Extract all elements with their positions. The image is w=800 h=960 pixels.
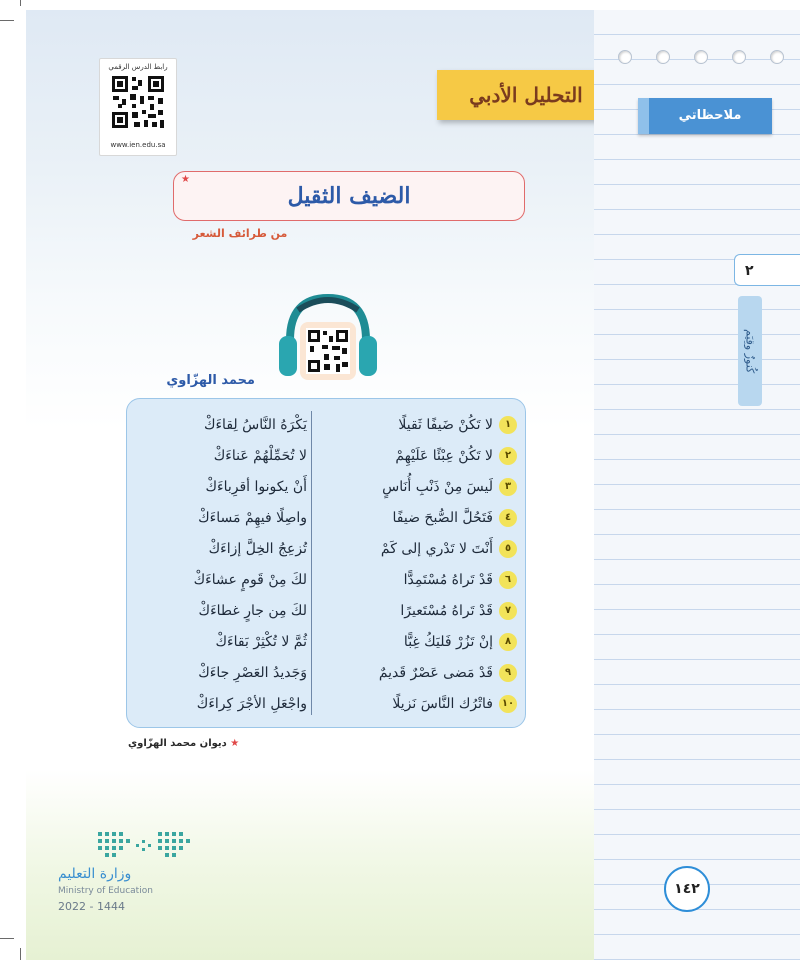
binder-ring <box>618 50 632 64</box>
verse-first-hemistich: قَدْ مَضى عَصْرٌ قَديمٌ <box>378 665 493 681</box>
ministry-logo-icon <box>96 828 192 862</box>
my-notes-label: ملاحظاتي <box>678 108 742 123</box>
verse-number: ٤ <box>499 509 517 527</box>
star-icon: ★ <box>181 174 190 185</box>
verse-number: ٩ <box>499 664 517 682</box>
verse-second-hemistich: ثُمَّ لا تُكْثِرْ بَقاءَكْ <box>215 634 307 650</box>
source-text: ديوان محمد الهزّاوي <box>128 738 227 749</box>
section-heading: التحليل الأدبي <box>437 70 615 120</box>
crop-mark <box>0 20 14 21</box>
lesson-subtitle: من طرائف الشعر <box>192 227 288 240</box>
edition-year: 2022 - 1444 <box>58 900 125 913</box>
verse-second-hemistich: لا تُحَمِّلْهُمْ عَناءَكْ <box>213 448 307 464</box>
verse-first-hemistich: أَنْتَ لا تَدْري إلى كَمْ <box>380 541 493 557</box>
verse-number: ٨ <box>499 633 517 651</box>
notes-column <box>594 10 800 960</box>
ministry-name-arabic: وزارة التعليم <box>58 866 132 882</box>
verse-number: ٣ <box>499 478 517 496</box>
qr-url[interactable]: www.ien.edu.sa <box>110 141 166 149</box>
verse-first-hemistich: لا تَكُنْ ضَيفًا ثَقيلًا <box>398 417 493 433</box>
binder-ring <box>694 50 708 64</box>
verse-number: ٧ <box>499 602 517 620</box>
verse-number: ١٠ <box>499 695 517 713</box>
ministry-name-english: Ministry of Education <box>58 886 153 896</box>
crop-mark <box>0 938 14 939</box>
unit-title-tab <box>738 296 762 406</box>
headphones-icon[interactable] <box>276 288 380 388</box>
verse-first-hemistich: إنْ تَزُرْ فَليَكُ غِبًّا <box>403 634 493 650</box>
verse-second-hemistich: يَكْرَهُ النَّاسُ لِقاءَكْ <box>203 417 307 433</box>
unit-number: ٢ <box>734 254 800 286</box>
qr-label: رابط الدرس الرقمي <box>108 63 168 71</box>
verse-second-hemistich: تُزعِجُ الخِلَّ إزاءَكْ <box>208 541 307 557</box>
verse-second-hemistich: أَنْ يكونوا أقرِباءَكْ <box>205 479 307 495</box>
crop-mark <box>20 948 21 960</box>
verse-second-hemistich: وَجَديدُ العَصْرِ جاءَكْ <box>198 665 307 681</box>
page-number: ١٤٢ <box>664 866 710 912</box>
verse-number: ١ <box>499 416 517 434</box>
binder-ring <box>732 50 746 64</box>
verse-number: ٥ <box>499 540 517 558</box>
verse-number: ٢ <box>499 447 517 465</box>
verse-second-hemistich: واصِلًا فيهِمْ مَساءَكْ <box>198 510 307 526</box>
digital-lesson-card[interactable] <box>99 58 177 156</box>
lesson-title: الضيف الثقيل <box>173 171 525 221</box>
verse-number: ٦ <box>499 571 517 589</box>
crop-mark <box>20 0 21 6</box>
verse-second-hemistich: لكَ مِن جارٍ غطاءَكْ <box>198 603 307 619</box>
binder-ring <box>770 50 784 64</box>
verse-first-hemistich: فَتَحُلَّ الصُّبحَ ضيفًا <box>392 510 493 526</box>
verse-second-hemistich: واجْعَلِ الأجْرَ كِراءَكْ <box>196 696 307 712</box>
source-note <box>128 738 248 749</box>
verse-first-hemistich: قَدْ تَراهُ مُسْتَعيرًا <box>400 603 493 619</box>
star-icon: ★ <box>230 738 240 749</box>
verse-first-hemistich: قَدْ تَراهُ مُسْتَمِدًّا <box>403 572 493 588</box>
binder-ring <box>656 50 670 64</box>
tab-strip <box>638 98 649 134</box>
qr-code-icon[interactable] <box>110 74 166 130</box>
verse-second-hemistich: لكَ مِنْ قَومٍ عشاءَكْ <box>193 572 307 588</box>
verse-first-hemistich: فاتْرُك النَّاسَ نَزيلًا <box>392 696 493 712</box>
poet-name: محمد الهزّاوي <box>166 373 255 388</box>
my-notes-tab <box>638 98 772 134</box>
poem-box <box>126 398 526 728</box>
verse-first-hemistich: لَيسَ مِنْ ذَنْبِ أُنَاسٍ <box>382 479 493 495</box>
verse-first-hemistich: لا تَكُنْ عِبْئًا عَلَيْهِمْ <box>395 448 493 464</box>
unit-title: كُنوزٌ وقِيَم <box>743 328 757 374</box>
